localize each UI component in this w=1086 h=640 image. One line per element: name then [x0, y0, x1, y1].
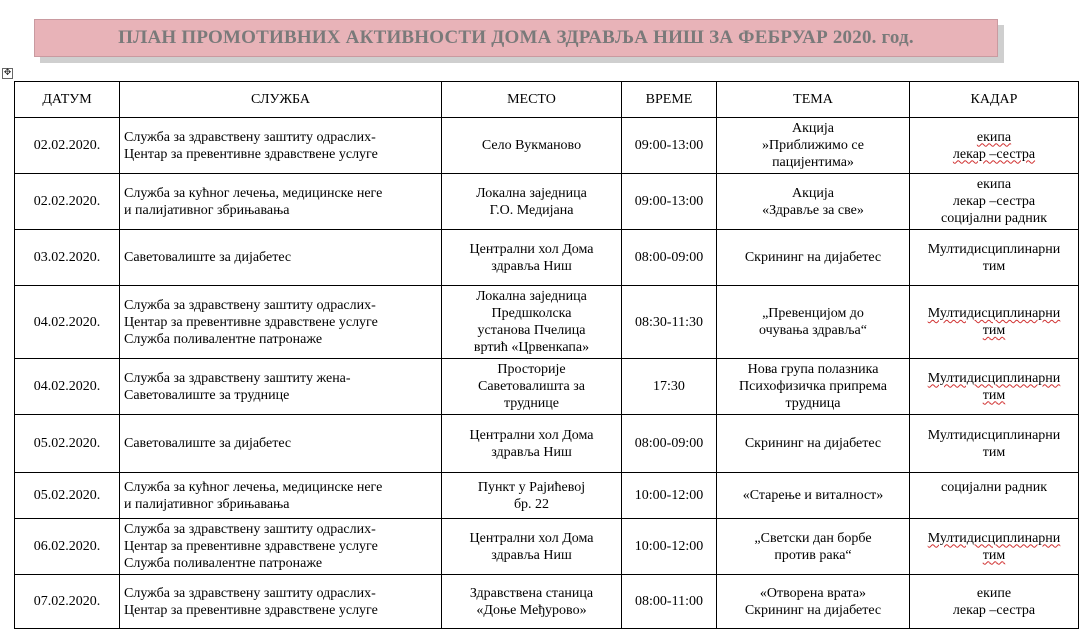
cell-service: Служба за здравствену заштиту жена- Саветовалиште за труднице: [120, 359, 442, 415]
cell-time: 08:00-09:00: [622, 415, 717, 473]
cell-service: Саветовалиште за дијабетес: [120, 230, 442, 286]
table-row: [15, 575, 1079, 629]
page-title: ПЛАН ПРОМОТИВНИХ АКТИВНОСТИ ДОМА ЗДРАВЉА НИШ ЗА ФЕБРУАР 2020. год.: [118, 27, 914, 48]
cell-topic: „Светски дан борбе против рака“: [717, 519, 910, 575]
cell-staff: Мултидисциплинарни тим: [910, 519, 1079, 575]
cell-time: 17:30: [622, 359, 717, 415]
cell-topic: «Отворена врата» Скрининг на дијабетес: [717, 575, 910, 629]
cell-date: 03.02.2020.: [15, 230, 120, 286]
cell-service: Служба за кућног лечења, медицинске неге и палијативног збрињавања: [120, 174, 442, 230]
cell-place: Централни хол Дома здравља Ниш: [442, 519, 622, 575]
cell-staff: екипа лекар –сестра социјални радник: [910, 174, 1079, 230]
cell-staff: Мултидисциплинарни тим: [910, 359, 1079, 415]
cell-time: 09:00-13:00: [622, 174, 717, 230]
cell-date: 02.02.2020.: [15, 118, 120, 174]
cell-place: Просторије Саветовалишта за труднице: [442, 359, 622, 415]
cell-topic: Скрининг на дијабетес: [717, 230, 910, 286]
cell-time: 08:00-09:00: [622, 230, 717, 286]
title-banner: [34, 19, 998, 57]
cell-place: Локална заједница Г.О. Медијана: [442, 174, 622, 230]
schedule-table: [14, 81, 1079, 629]
cell-service: Служба за здравствену заштиту одраслих- Центар за превентивне здравствене услуге: [120, 575, 442, 629]
cell-staff: екипа лекар –сестра: [910, 118, 1079, 174]
cell-date: 04.02.2020.: [15, 286, 120, 359]
table-row: [15, 118, 1079, 174]
header-date: ДАТУМ: [15, 82, 120, 118]
header-place: МЕСТО: [442, 82, 622, 118]
cell-time: 09:00-13:00: [622, 118, 717, 174]
cell-staff: Мултидисциплинарни тим: [910, 415, 1079, 473]
cell-staff: социјални радник: [910, 473, 1079, 519]
cell-date: 04.02.2020.: [15, 359, 120, 415]
cell-service: Служба за здравствену заштиту одраслих- Центар за превентивне здравствене услуге: [120, 118, 442, 174]
cell-staff: екипе лекар –сестра: [910, 575, 1079, 629]
cell-date: 02.02.2020.: [15, 174, 120, 230]
table-row: [15, 359, 1079, 415]
cell-time: 08:00-11:00: [622, 575, 717, 629]
cell-date: 05.02.2020.: [15, 415, 120, 473]
cell-time: 08:30-11:30: [622, 286, 717, 359]
header-time: ВРЕМЕ: [622, 82, 717, 118]
table-row: [15, 174, 1079, 230]
cell-staff: Мултидисциплинарни тим: [910, 230, 1079, 286]
cell-time: 10:00-12:00: [622, 519, 717, 575]
header-topic: ТЕМА: [717, 82, 910, 118]
cell-topic: „Превенцијом до очувања здравља“: [717, 286, 910, 359]
table-row: [15, 230, 1079, 286]
table-row: [15, 473, 1079, 519]
table-row: [15, 286, 1079, 359]
cell-place: Пункт у Рајићевој бр. 22: [442, 473, 622, 519]
cell-topic: Акција «Здравље за све»: [717, 174, 910, 230]
cell-place: Централни хол Дома здравља Ниш: [442, 230, 622, 286]
cell-place: Здравствена станица «Доње Међурово»: [442, 575, 622, 629]
cell-date: 06.02.2020.: [15, 519, 120, 575]
cell-topic: Нова група полазника Психофизичка припрема трудница: [717, 359, 910, 415]
cell-service: Служба за кућног лечења, медицинске неге и палијативног збрињавања: [120, 473, 442, 519]
cell-staff: Мултидисциплинарни тим: [910, 286, 1079, 359]
table-row: [15, 519, 1079, 575]
header-service: СЛУЖБА: [120, 82, 442, 118]
cell-topic: Акција »Приближимо се пацијентима»: [717, 118, 910, 174]
header-staff: КАДАР: [910, 82, 1079, 118]
cell-topic: Скрининг на дијабетес: [717, 415, 910, 473]
table-header-row: [15, 82, 1079, 118]
cell-date: 07.02.2020.: [15, 575, 120, 629]
cell-topic: «Старење и виталност»: [717, 473, 910, 519]
table-move-handle-icon[interactable]: ✥: [3, 68, 12, 78]
cell-service: Служба за здравствену заштиту одраслих- Центар за превентивне здравствене услуге Служба поливалентне патронаже: [120, 519, 442, 575]
table-row: [15, 415, 1079, 473]
cell-service: Саветовалиште за дијабетес: [120, 415, 442, 473]
cell-service: Служба за здравствену заштиту одраслих- Центар за превентивне здравствене услуге Служба поливалентне патронаже: [120, 286, 442, 359]
cell-place: Село Вукманово: [442, 118, 622, 174]
cell-date: 05.02.2020.: [15, 473, 120, 519]
cell-time: 10:00-12:00: [622, 473, 717, 519]
cell-place: Централни хол Дома здравља Ниш: [442, 415, 622, 473]
cell-place: Локална заједница Предшколска установа Пчелица вртић «Црвенкапа»: [442, 286, 622, 359]
